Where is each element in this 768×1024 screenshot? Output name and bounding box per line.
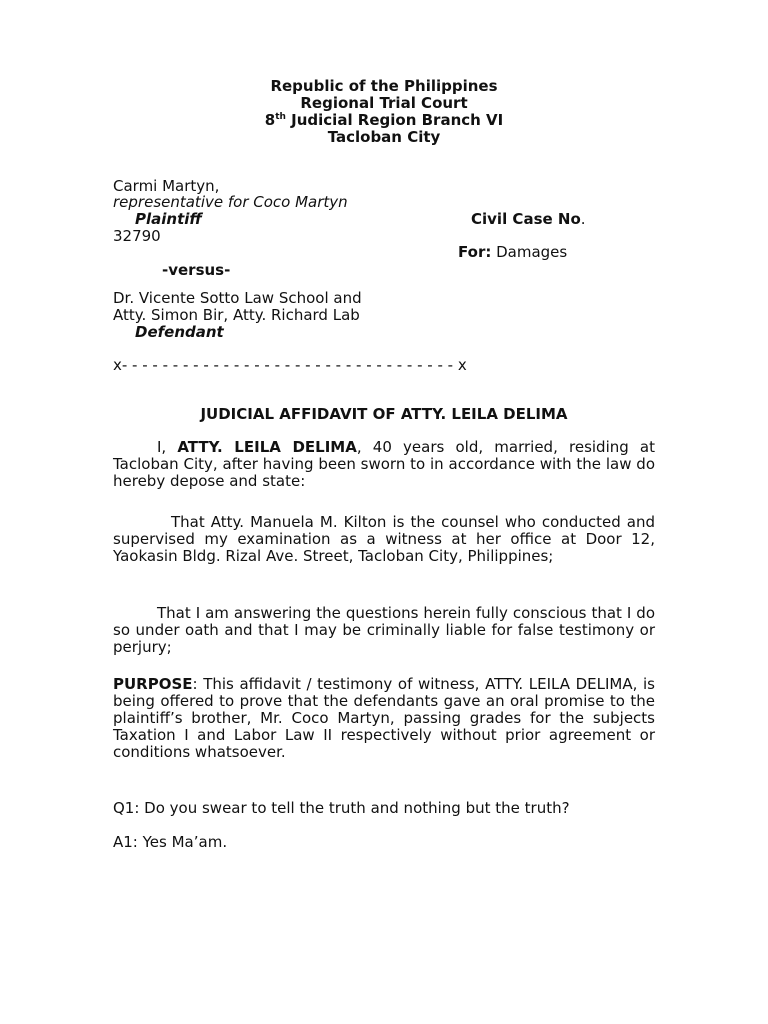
defendant-label: Defendant <box>135 323 224 341</box>
case-for: For: Damages <box>458 243 568 261</box>
court-header <box>0 78 768 146</box>
answer-1: A1: Yes Ma’am. <box>113 833 228 851</box>
header-republic: Republic of the Philippines <box>270 77 498 95</box>
question-1: Q1: Do you swear to tell the truth and nothing but the truth? <box>113 799 570 817</box>
caption-separator: x- - - - - - - - - - - - - - - - - - - - - - - - - - - - - - - - - x <box>113 356 467 374</box>
versus-label: -versus- <box>162 261 231 279</box>
plaintiff-name: Carmi Martyn, <box>113 177 220 195</box>
affidavit-title: JUDICIAL AFFIDAVIT OF ATTY. LEILA DELIMA <box>200 405 568 423</box>
civil-case-number: 32790 <box>113 227 161 245</box>
civil-case-label: Civil Case No. <box>471 210 586 228</box>
plaintiff-label: Plaintiff <box>135 210 202 228</box>
header-court: Regional Trial Court <box>300 94 468 112</box>
oath-paragraph: That I am answering the questions herein fully conscious that I do so under oath and that I may be criminally liable for false testimony or perjury; <box>113 604 655 656</box>
counsel-paragraph: That Atty. Manuela M. Kilton is the counsel who conducted and supervised my examination as a witness at her office at Door 12, Yaokasin Bldg. Rizal Ave. Street, Tacloban City, Philippines; <box>113 513 655 565</box>
intro-paragraph: I, ATTY. LEILA DELIMA, 40 years old, married, residing at Tacloban City, after having been sworn to in accordance with the law do hereby depose and state: <box>113 438 655 490</box>
header-region: 8th Judicial Region Branch VI <box>264 111 504 129</box>
defendant-line1: Dr. Vicente Sotto Law School and <box>113 289 362 307</box>
plaintiff-description: representative for Coco Martyn <box>113 193 348 211</box>
purpose-paragraph: PURPOSE: This affidavit / testimony of witness, ATTY. LEILA DELIMA, is being offered to prove that the defendants gave an oral promise to the plaintiff’s brother, Mr. Coco Martyn, passing grades for the subjects Taxation I and Labor Law II respectively without prior agreement or conditions whatsoever. <box>113 675 655 761</box>
defendant-line2: Atty. Simon Bir, Atty. Richard Lab <box>113 306 360 324</box>
header-city: Tacloban City <box>327 128 441 146</box>
